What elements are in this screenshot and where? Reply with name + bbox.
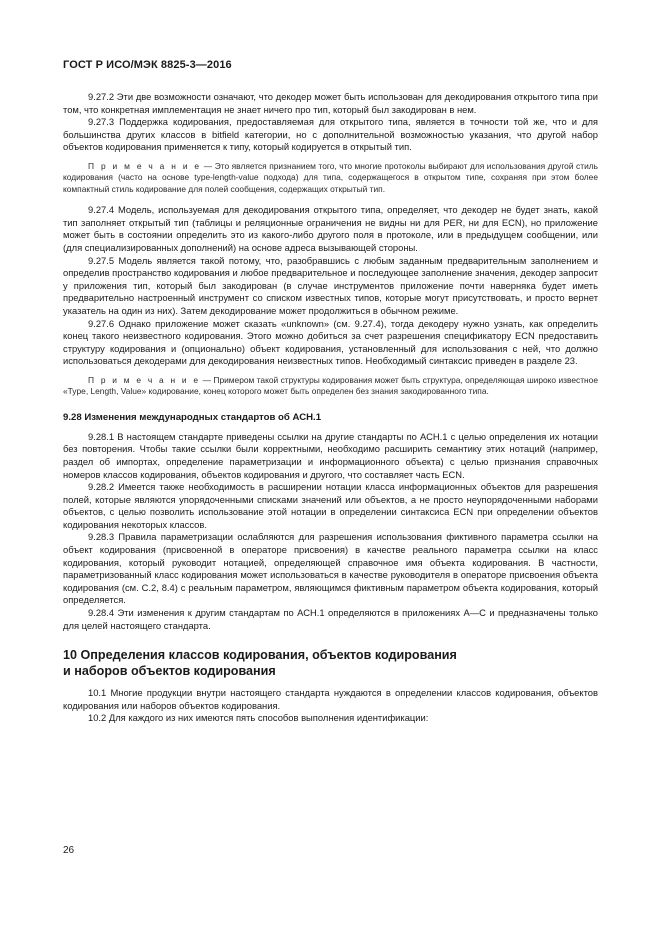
note-2-text: — Примером такой структуры кодирования может быть структура, определяющая широко известное «Type, Length, Value» кодирование, конец которого может быть определен без знания закодированного типа. (63, 374, 598, 397)
paragraph-9-28-3: 9.28.3 Правила параметризации ослабляются для разрешения использования фиктивного параметра ссылки на объект кодирования (присвоенной в операторе присвоения) в качестве реального параметра ссылки на класс кодирования, который руководит нотацией, определяющей справочное имя объекта кодирования. В частности, параметризованный класс кодирования может использоваться в качестве руководителя в операторе присвоения объекта кодирования (см. С.2, 8.4) с реальным параметром, являющимся фиктивным параметром объекта кодирования, который определяется. (63, 531, 598, 606)
note-2-label: П р и м е ч а н и е (88, 374, 201, 385)
paragraph-9-28-4: 9.28.4 Эти изменения к другим стандартам по АСН.1 определяются в приложениях А—С и предназначены только для целей настоящего стандарта. (63, 607, 598, 631)
paragraph-10-2: 10.2 Для каждого из них имеются пять способов выполнения идентификации: (88, 712, 429, 724)
note-1-text: — Это является признанием того, что многие протоколы выбирают для использования другой стиль кодирования (часто на основе type-length-value подхода) для типа, содержащегося в открытом типе, сохраняя при этом более компактный стиль кодирование для полей сообщения, содержащих открытый тип. (63, 160, 598, 194)
paragraph-9-28-1: 9.28.1 В настоящем стандарте приведены ссылки на другие стандарты по АСН.1 с целью определения их нотации без повторения. Чтобы такие ссылки были корректными, необходимо расширить семантику этих нотаций (например, раздел об импортах, определение параметризации и информационного объекта) с целью признания справочных номеров классов кодирования, объектов кодирования и другого, что составляет часть ECN. (63, 430, 598, 480)
note-2 (63, 375, 598, 398)
paragraph-9-27-3: 9.27.3 Поддержка кодирования, предоставляемая для открытого типа, является в точности той же, что и для большинства других классов в bitfield категории, но с дополнительной возможностью указания, что другой набор объектов кодирования применяется к типу, который кодируется в открытый тип. (63, 116, 598, 153)
section-heading-10-line-2: и наборов объектов кодирования (63, 663, 276, 678)
section-heading-9-28: 9.28 Изменения международных стандартов об АСН.1 (63, 411, 322, 423)
page-number: 26 (63, 845, 75, 856)
paragraph-10-1: 10.1 Многие продукции внутри настоящего стандарта нуждаются в определении классов кодирования, объектов кодирования или наборов объектов кодирования. (63, 687, 598, 711)
section-heading-10-line-1: 10 Определения классов кодирования, объектов кодирования (63, 648, 457, 663)
paragraph-9-27-4: 9.27.4 Модель, используемая для декодирования открытого типа, определяет, что декодер не будет знать, какой тип заполняет открытый тип (таблицы и реляционные ограничения не видны ни для PER, ни для ECN), но приложение может быть в состоянии определить это из какого-либо другого поля в протоколе, или в предыдущем сообщении, или (для специализированных дополнений) на основе адреса вызывающей стороны. (63, 204, 598, 253)
note-1-label: П р и м е ч а н и е (88, 160, 202, 171)
document-body (63, 91, 598, 725)
paragraph-9-27-2: 9.27.2 Эти две возможности означают, что декодер может быть использован для декодирования открытого типа при том, что конкретная имплементация не знает ничего про тип, который был закодирован в нем. (63, 91, 598, 115)
paragraph-9-27-6: 9.27.6 Однако приложение может сказать «unknown» (см. 9.27.4), тогда декодеру нужно узнать, как определить конец такого неизвестного кодирования. Этого можно добиться за счет разрешения спецификатору ECN предоставить структуру кодирования и (опционально) объект кодирования, установленный для использования с ней, что должно использоваться декодерами для декодирования неизвестных типов. Необходимый синтаксис приведен в разделе 23. (63, 317, 598, 367)
section-heading-10 (63, 648, 598, 679)
document-header: ГОСТ Р ИСО/МЭК 8825-3—2016 (63, 59, 232, 71)
paragraph-9-28-2: 9.28.2 Имеется также необходимость в расширении нотации класса информационных объектов для разрешения полей, которые являются упорядоченными списками значений или объектов, а не просто неупорядоченными наборами объектов, с целью позволить использование этой нотации в определении синтаксиса ECN при определении объектов кодирования некоторых классов. (63, 481, 598, 530)
note-1 (63, 161, 598, 195)
paragraph-9-27-5: 9.27.5 Модель является такой потому, что, разобравшись с любым заданным предварительным заполнением и определив пространство кодирования и любое предварительное и последующее заполнение значения, декодер запросит у приложения тип, который был закодирован (в случае инструментов приложение почти наверняка будет иметь предварительно настроенный инструмент со списком известных типов, которые могут присутствовать, и просто вернет указатель на один из них). Затем декодирование может продолжиться в обычном режиме. (63, 254, 598, 316)
